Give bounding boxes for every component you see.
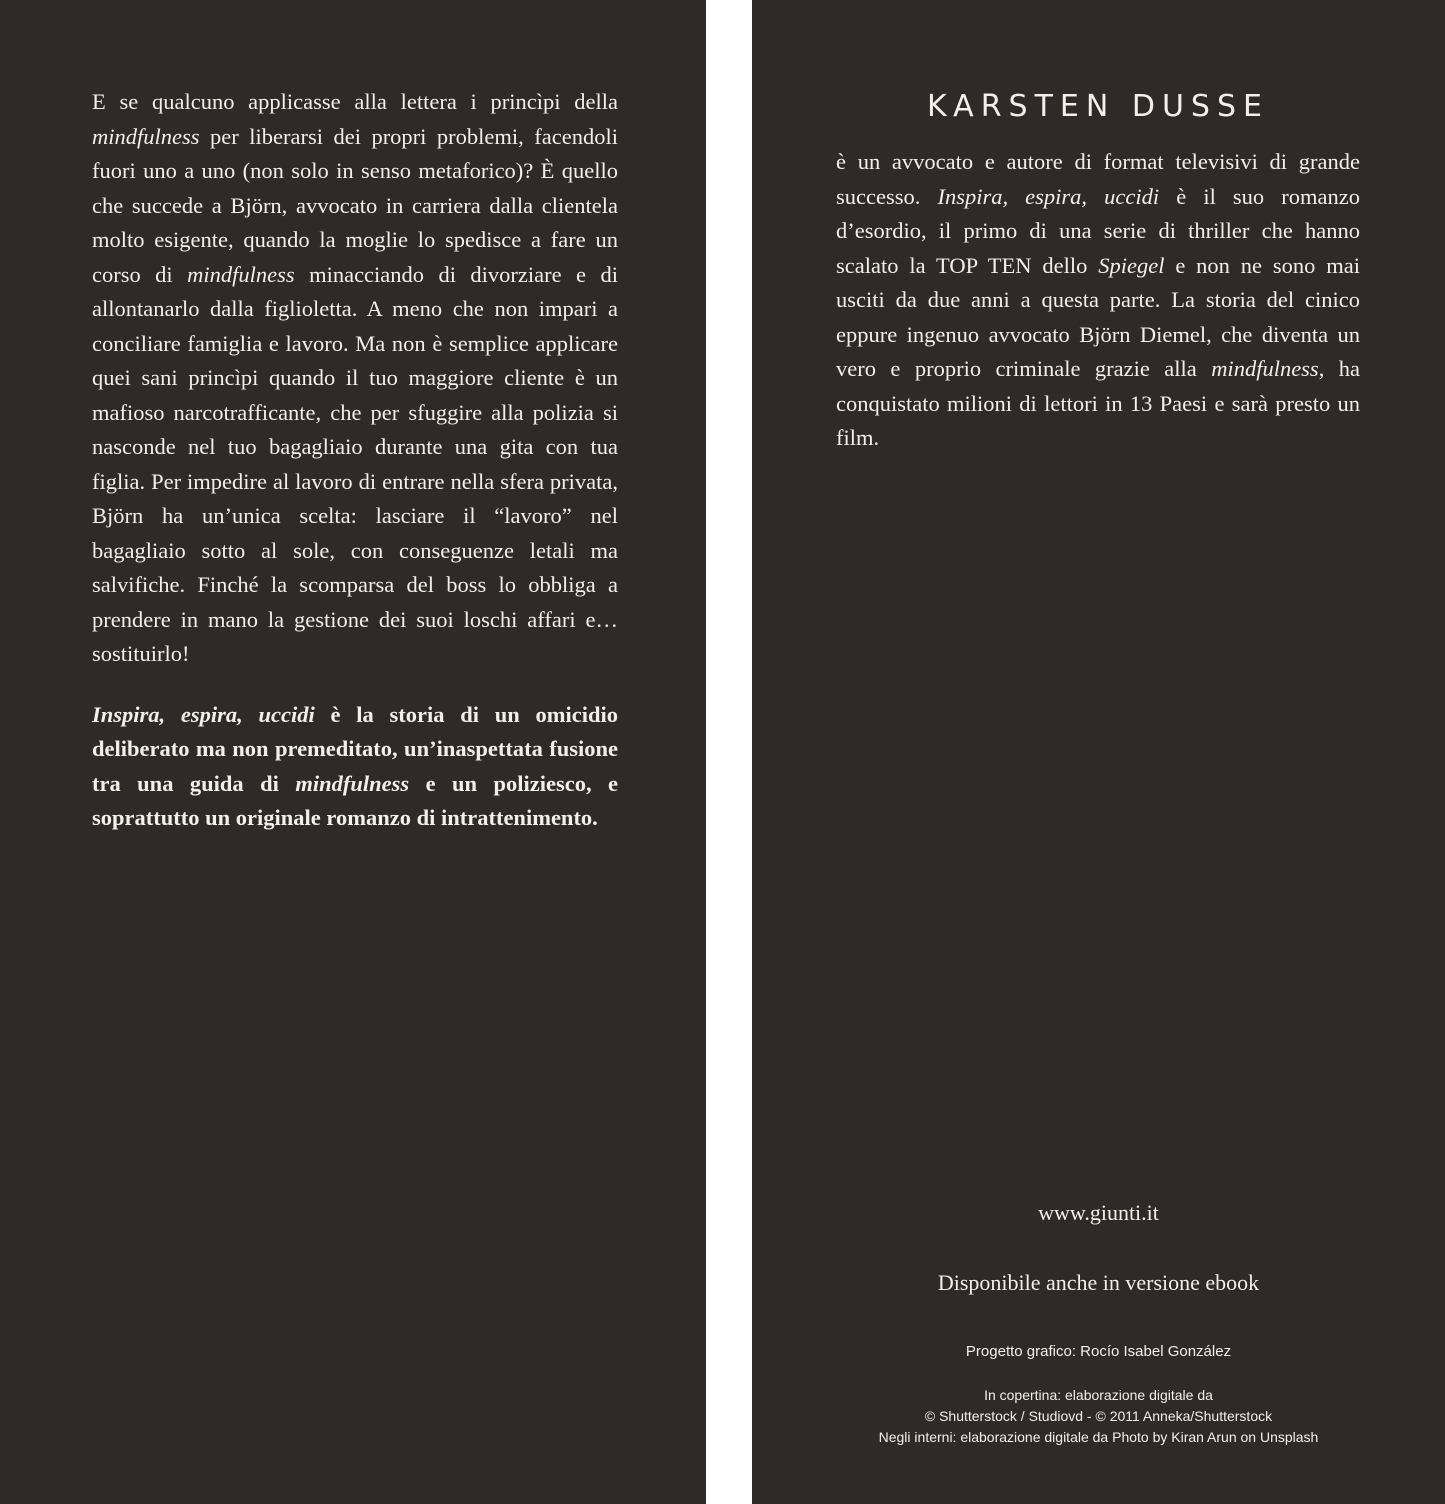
- blurb-italic: mindfulness: [295, 770, 410, 796]
- book-title-italic: Inspira, espira, uccidi: [937, 183, 1160, 209]
- book-title-italic: Inspira, espira, uccidi: [92, 701, 315, 727]
- cover-credit-line: Negli interni: elaborazione digitale da Photo by Kiran Arun on Unsplash: [878, 1429, 1319, 1445]
- cover-credits: [752, 1385, 1445, 1448]
- blurb-italic: mindfulness: [1211, 356, 1319, 381]
- blurb-bold-paragraph: Inspira, espira, uccidi è la storia di un omicidio deliberato ma non premeditato, un’inaspettata fusione tra una guida di mindfulness e un poliziesco, e soprattutto un originale romanzo di intrattenimento.: [92, 701, 618, 830]
- publisher-website: www.giunti.it: [1038, 1200, 1159, 1225]
- back-cover-left-panel: [0, 0, 706, 1504]
- magazine-italic: Spiegel: [1098, 252, 1165, 278]
- author-flap-panel: [752, 0, 1445, 1504]
- ebook-note: Disponibile anche in versione ebook: [937, 1270, 1260, 1295]
- design-credit: Progetto grafico: Rocío Isabel González: [965, 1343, 1232, 1360]
- blurb-paragraph: E se qualcuno applicasse alla lettera i princìpi della mindfulness per liberarsi dei propri problemi, facendoli fuori uno a uno (non solo in senso metaforico)? È quello che succede a Björn, avvocato in carriera dalla clientela molto esigente, quando la moglie lo spedisce a fare un corso di mindfulness minacciando di divorziare e di allontanarlo dalla figlioletta. A meno che non impari a conciliare famiglia e lavoro. Ma non è semplice applicare quei sani princìpi quando il tuo maggiore cliente è un mafioso narcotrafficante, che per sfuggire alla polizia si nasconde nel tuo bagagliaio durante una gita con tua figlia. Per impedire al lavoro di entrare nella sfera privata, Björn ha un’unica scelta: lasciare il “lavoro” nel bagagliaio sotto al sole, con conseguenze letali ma salvifiche. Finché la scomparsa del boss lo obbliga a prendere in mano la gestione dei suoi loschi affari e… sostituirlo!: [92, 89, 618, 666]
- author-name: KARSTEN DUSSE: [927, 89, 1269, 124]
- blurb-italic: mindfulness: [92, 123, 200, 149]
- author-bio: è un avvocato e autore di format televisivi di grande successo. Inspira, espira, uccidi è il suo romanzo d’esordio, il primo di una serie di thriller che hanno scalato la TOP TEN dello Spiegel e non ne sono mai usciti da due anni a questa parte. La storia del cinico eppure ingenuo avvocato Björn Diemel, che diventa un vero e proprio criminale grazie alla mindfulness, ha conquistato milioni di lettori in 13 Paesi e sarà presto un film.: [836, 149, 1360, 450]
- blurb-italic: mindfulness: [187, 261, 295, 287]
- cover-credit-line: © Shutterstock / Studiovd - © 2011 Anneka/Shutterstock: [924, 1408, 1273, 1424]
- cover-credit-line: In copertina: elaborazione digitale da: [984, 1387, 1213, 1403]
